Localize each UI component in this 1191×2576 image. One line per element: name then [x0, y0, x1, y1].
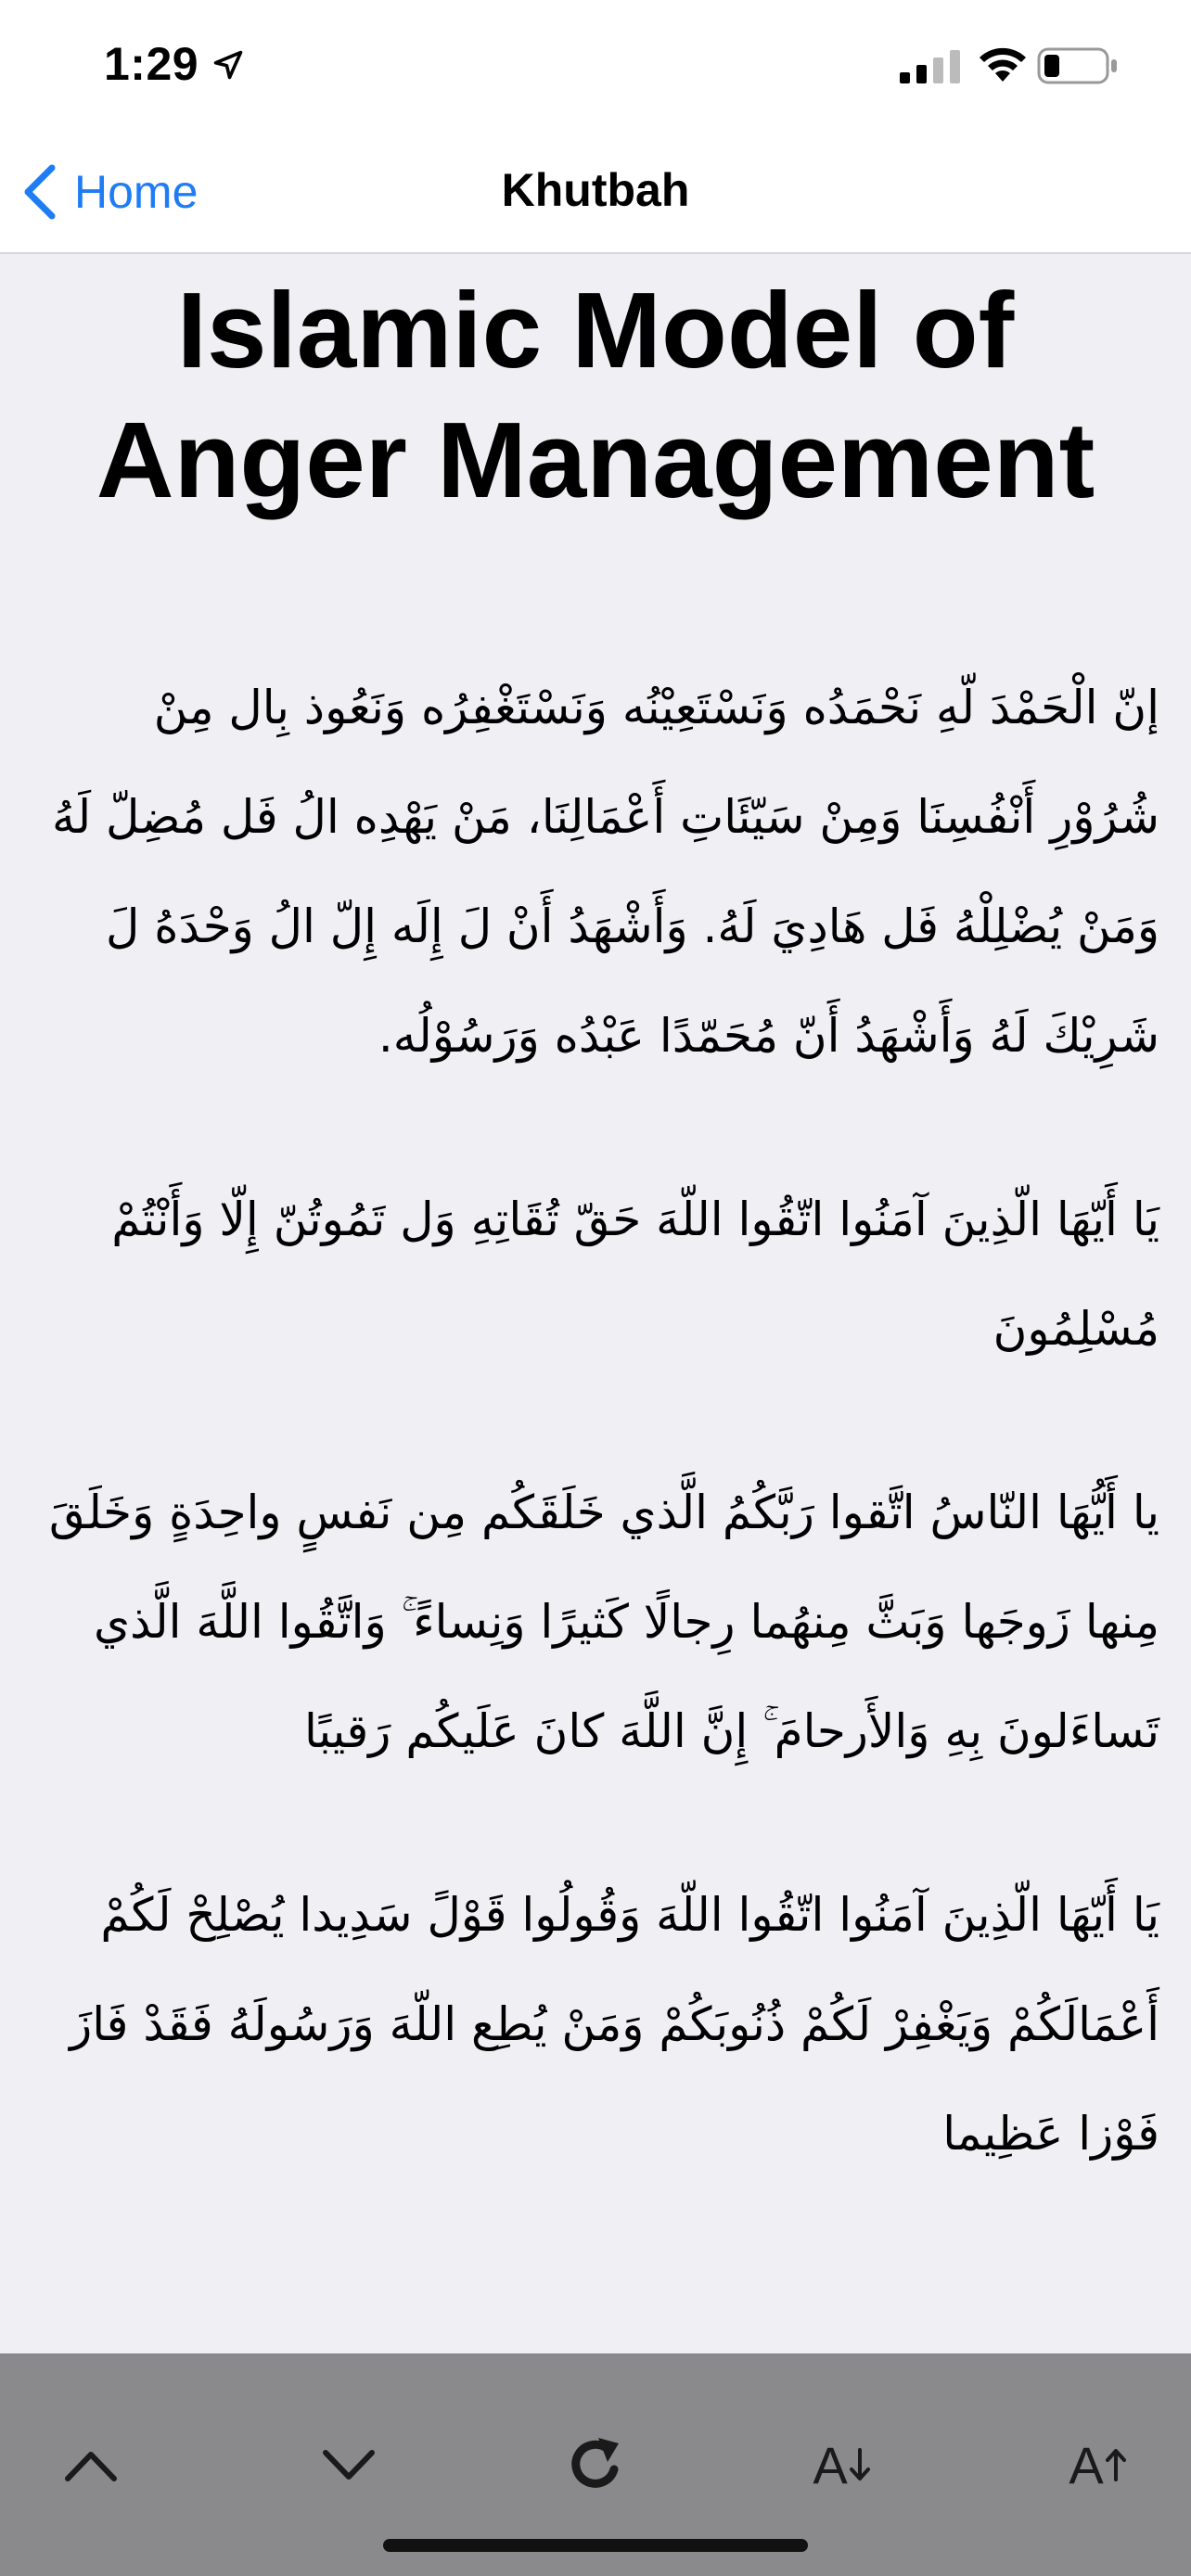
- arrow-down-icon: [848, 2446, 872, 2483]
- arabic-paragraph-2: يَا أَيّهَا الّذِينَ آمَنُوا اتّقُوا اللّهَ حَقّ تُقَاتِهِ وَل تَمُوتُنّ إِلّا وَأَنْتُمْ مُسْلِمُونَ: [111, 1192, 1159, 1356]
- khutbah-content[interactable]: [0, 256, 1191, 2353]
- chevron-up-icon: [58, 2432, 123, 2497]
- back-button-label: Home: [74, 166, 198, 218]
- arrow-up-icon: [1104, 2446, 1128, 2483]
- refresh-icon: [563, 2432, 628, 2497]
- refresh-button[interactable]: [540, 2409, 651, 2520]
- wifi-icon: [976, 45, 1030, 83]
- chevron-down-icon: [316, 2432, 381, 2497]
- status-time: 1:29: [104, 38, 199, 90]
- home-indicator[interactable]: [383, 2539, 808, 2552]
- navigation-bar: [0, 130, 1191, 254]
- font-increase-icon: A: [1069, 2435, 1127, 2495]
- font-decrease-button[interactable]: [787, 2409, 898, 2520]
- font-decrease-icon: A: [813, 2435, 871, 2495]
- article-title: Islamic Model of Anger Management: [96, 270, 1095, 520]
- font-increase-button[interactable]: [1043, 2409, 1154, 2520]
- location-arrow-icon: [211, 48, 245, 82]
- scroll-up-button[interactable]: [35, 2409, 147, 2520]
- arabic-paragraph-3: يا أَيُّهَا النّاسُ اتَّقوا رَبَّكُمُ الَّذي خَلَقَكُم مِن نَفسٍ واحِدَةٍ وَخَلَقَ مِنها زَوجَها وَبَثَّ مِنهُما رِجالًا كَثيرًا وَنِساءً ۚ وَاتَّقُوا اللَّهَ الَّذي تَساءَلونَ بِهِ وَالأَرحامَ ۚ إِنَّ اللَّهَ كانَ عَلَيكُم رَقيبًا: [48, 1486, 1159, 1758]
- scroll-down-button[interactable]: [293, 2409, 404, 2520]
- arabic-paragraph-1: إنّ الْحَمْدَ لّهِ نَحْمَدُه وَنَسْتَعِيْنُه وَنَسْتَغْفِرُه وَنَعُوذ بِال مِنْ شُرُوْرِ أَنْفُسِنَا وَمِنْ سَيّئَاتِ أَعْمَالِنَا، مَنْ يَهْدِه الُ فَل مُضِلّ لَهُ وَمَنْ يُضْلِلْهُ فَل هَادِيَ لَهُ. وَأَشْهَدُ أَنْ لَ إِلَه إِلّ الُ وَحْدَهُ لَ شَرِيْكَ لَهُ وَأَشْهَدُ أَنّ مُحَمّدًا عَبْدُه وَرَسُوْلُه.: [52, 681, 1159, 1063]
- cellular-signal-icon: [900, 50, 963, 83]
- nav-title: Khutbah: [501, 164, 690, 216]
- arabic-paragraph-4: يَا أَيّهَا الّذِينَ آمَنُوا اتّقُوا اللّهَ وَقُولُوا قَوْلً سَدِيدا يُصْلِحْ لَكُمْ أَعْمَالَكُمْ وَيَغْفِرْ لَكُمْ ذُنُوبَكُمْ وَمَنْ يُطِع اللّهَ وَرَسُولَهُ فَقَدْ فَازَ فَوْزا عَظِيما: [70, 1888, 1159, 2161]
- battery-icon: [1037, 46, 1119, 85]
- status-bar: [0, 0, 1191, 130]
